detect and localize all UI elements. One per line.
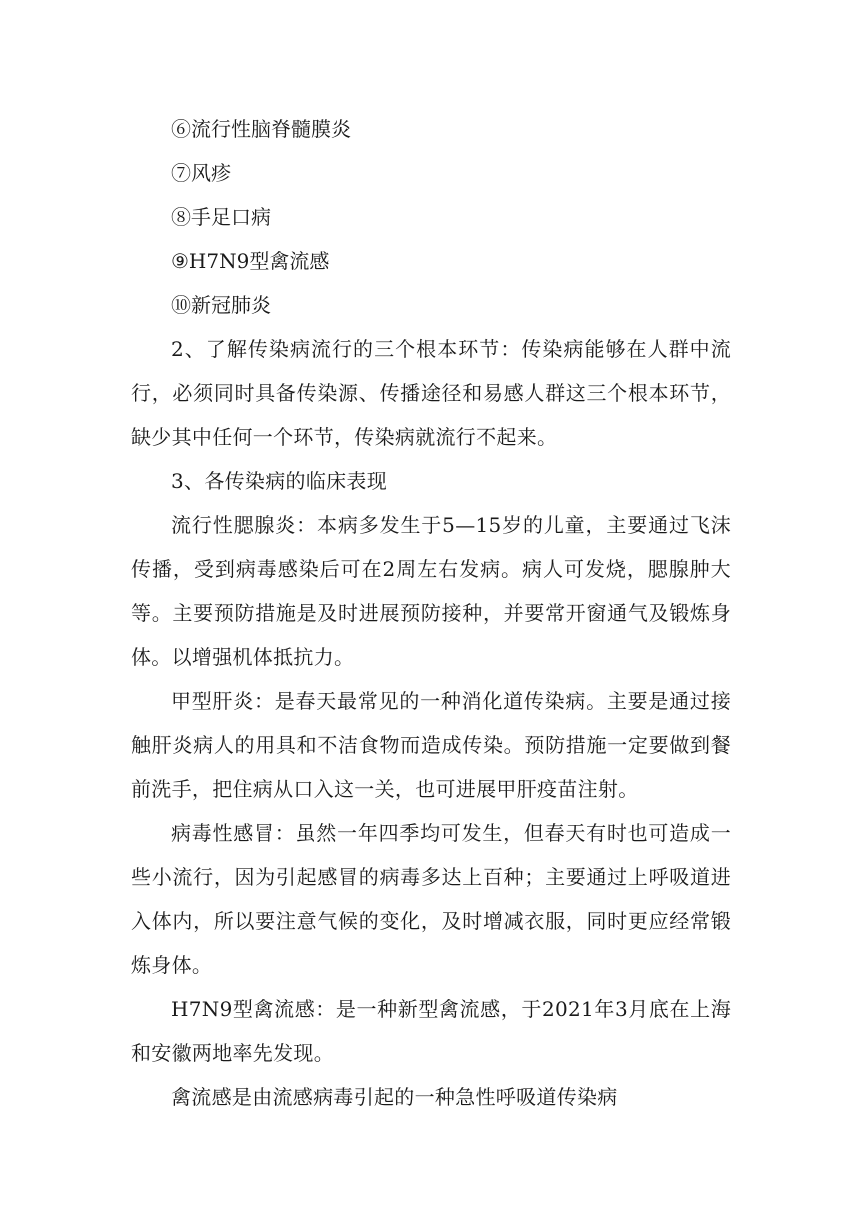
paragraph-hepatitis-a: 甲型肝炎：是春天最常见的一种消化道传染病。主要是通过接触肝炎病人的用具和不洁食物而造成传染。预防措施一定要做到餐前洗手，把住病从口入这一关，也可进展甲肝疫苗注射。 — [131, 689, 731, 801]
list-item: ⑨H7N9型禽流感 — [171, 249, 330, 273]
paragraph-viral-cold: 病毒性感冒：虽然一年四季均可发生，但春天有时也可造成一些小流行，因为引起感冒的病毒多达上百种；主要通过上呼吸道进入体内，所以要注意气候的变化，及时增减衣服，同时更应经常锻炼身体。 — [131, 821, 731, 977]
list-item: ⑧手足口病 — [171, 205, 271, 229]
document-body — [131, 107, 731, 1119]
paragraph-transmission-links: 2、了解传染病流行的三个根本环节：传染病能够在人群中流行，必须同时具备传染源、传播途径和易感人群这三个根本环节，缺少其中任何一个环节，传染病就流行不起来。 — [131, 337, 731, 449]
list-item: ⑩新冠肺炎 — [171, 293, 271, 317]
section-heading-clinical: 3、各传染病的临床表现 — [171, 469, 388, 493]
paragraph-avian-flu: 禽流感是由流感病毒引起的一种急性呼吸道传染病 — [171, 1085, 618, 1109]
list-item: ⑥流行性脑脊髓膜炎 — [171, 117, 351, 141]
paragraph-mumps: 流行性腮腺炎：本病多发生于5—15岁的儿童，主要通过飞沫传播，受到病毒感染后可在2周左右发病。病人可发烧，腮腺肿大等。主要预防措施是及时进展预防接种，并要常开窗通气及锻炼身体。以增强机体抵抗力。 — [131, 513, 731, 669]
paragraph-h7n9: H7N9型禽流感：是一种新型禽流感，于2021年3月底在上海和安徽两地率先发现。 — [131, 997, 731, 1065]
list-item: ⑦风疹 — [171, 161, 231, 185]
